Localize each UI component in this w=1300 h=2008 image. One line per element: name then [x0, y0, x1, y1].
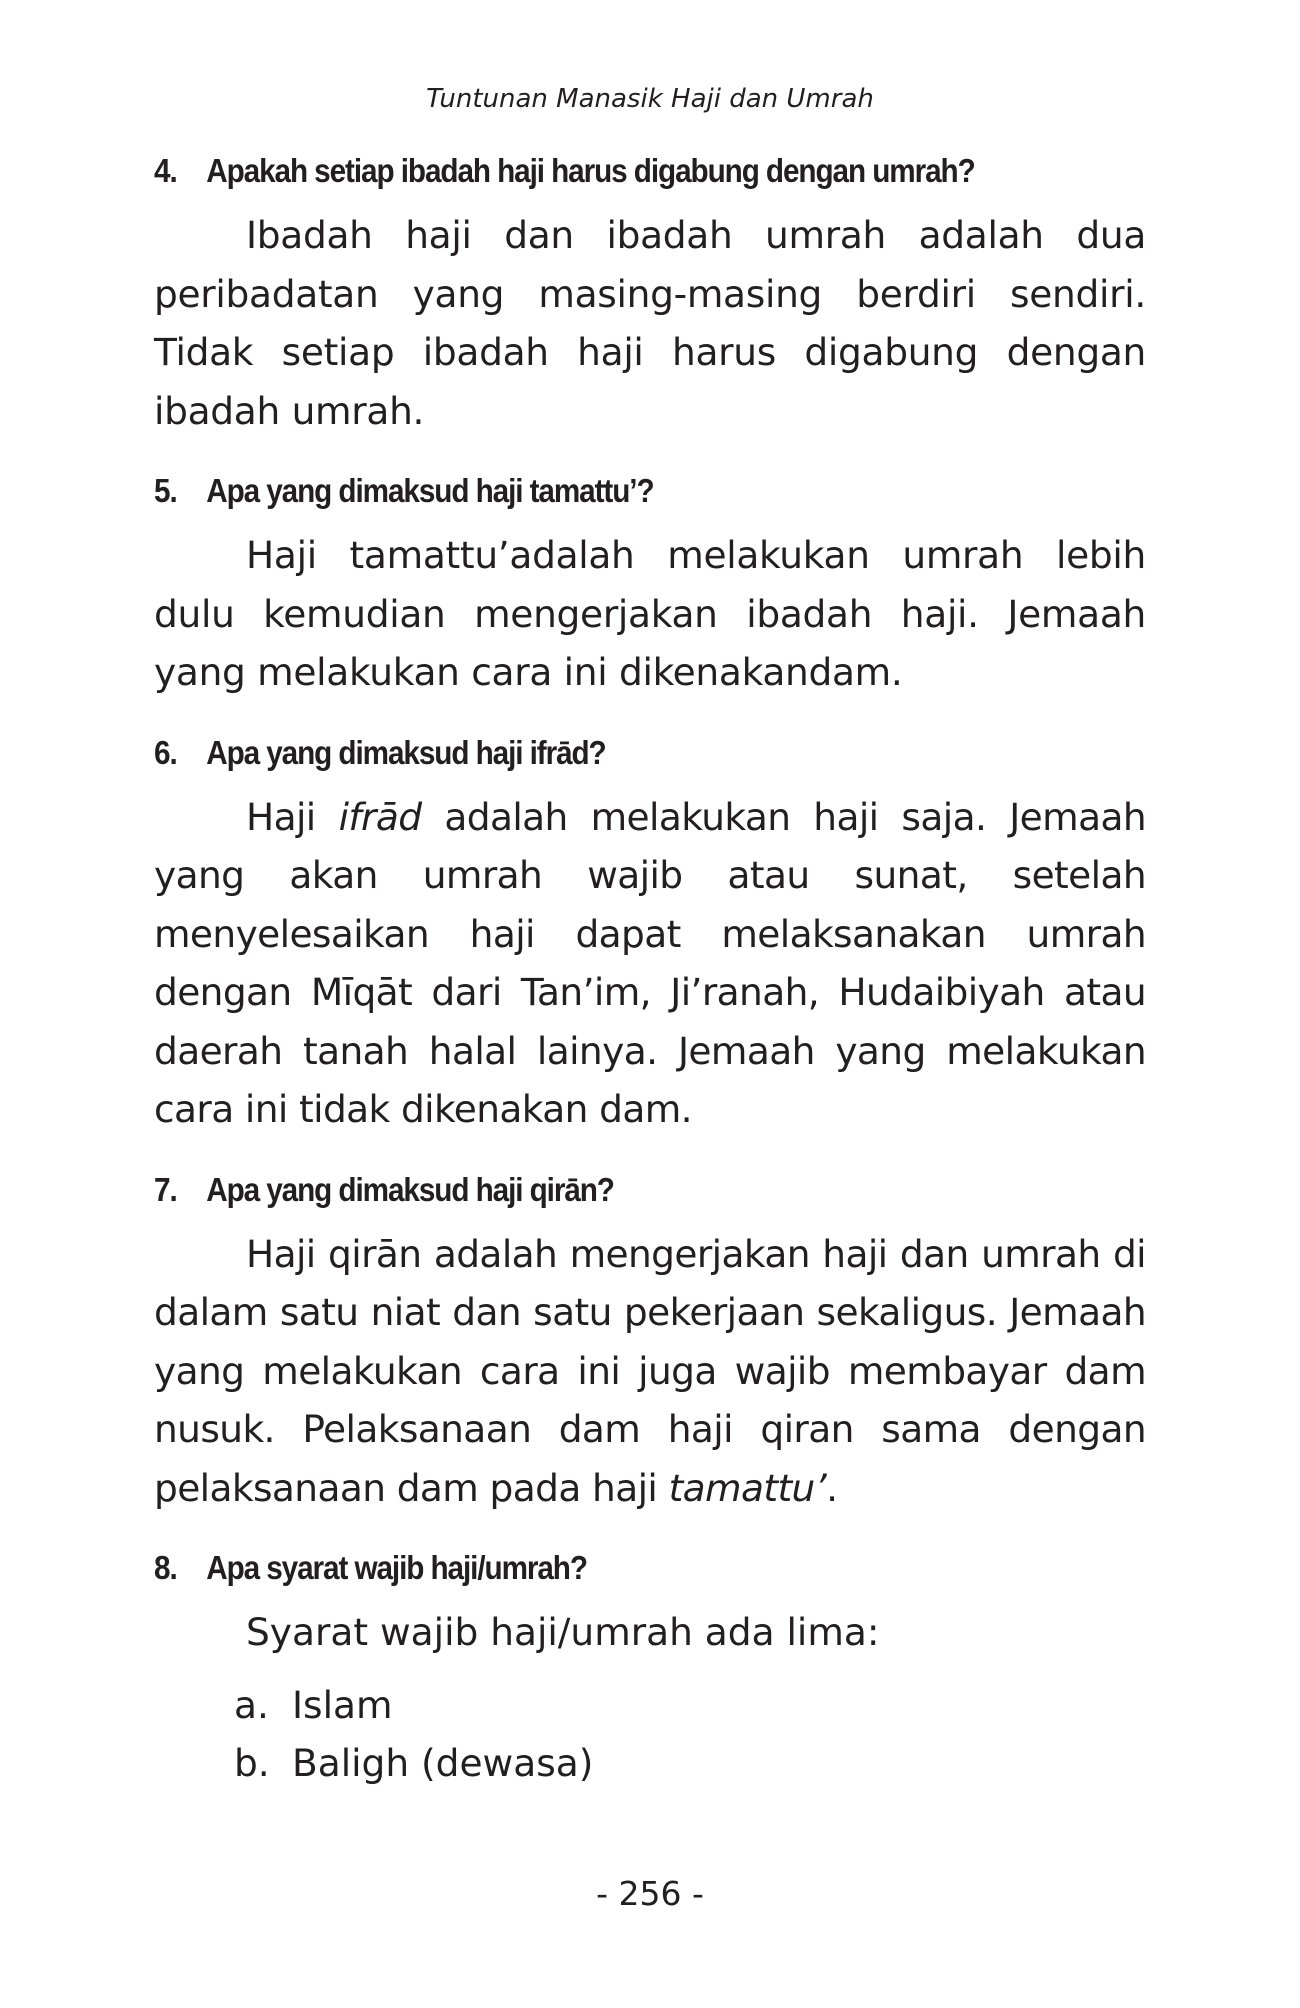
question-heading [154, 1169, 1047, 1211]
list-item [154, 1676, 1146, 1735]
italic-term: tamattu’ [668, 1465, 827, 1510]
page-content [154, 150, 1146, 1793]
answer-paragraph: Ibadah haji dan ibadah umrah adalah dua peribadatan yang masing-masing berdiri sendiri. Tidak setiap ibadah haji harus digabung dengan ibadah umrah. [154, 213, 1146, 433]
question-number: 7. [154, 1170, 177, 1208]
answer-paragraph [154, 788, 1146, 1139]
question-number: 4. [154, 152, 177, 189]
question-text: Apa yang dimaksud haji ifrād? [206, 733, 606, 771]
question-heading [154, 150, 1047, 192]
question-text: Apakah setiap ibadah haji harus digabung dengan umrah? [206, 152, 975, 189]
answer-rest: adalah melakukan haji saja. Jemaah yang akan umrah wajib atau sunat, setelah menyelesaikan haji dapat melaksanakan umrah dengan Mīqāt dari Tan’im, Ji’ranah, Hudaibiyah atau daerah tanah halal lainya. Jemaah yang melakukan cara ini tidak dikenakan dam. [154, 794, 1146, 1131]
answer-paragraph: Haji tamattu’adalah melakukan umrah lebih dulu kemudian mengerjakan ibadah haji. Jemaah yang melakukan cara ini dikenakandam. [154, 533, 1146, 694]
question-number: 5. [154, 472, 177, 509]
question-text: Apa yang dimaksud haji qirān? [206, 1170, 614, 1208]
question-text: Apa syarat wajib haji/umrah? [206, 1549, 587, 1586]
answer-end: . [826, 1465, 838, 1510]
list-item [154, 1734, 1146, 1793]
list-lead: Syarat wajib haji/umrah ada lima: [246, 1610, 880, 1654]
list-item-text: Islam [292, 1682, 393, 1727]
question-number: 6. [154, 733, 177, 771]
answer-text: Haji qirān adalah mengerjakan haji dan umrah di dalam satu niat dan satu pekerjaan sekaligus. Jemaah yang melakukan cara ini juga wajib membayar dam nusuk. Pelaksanaan dam haji qiran sama dengan pelaksanaan dam pada haji [154, 1231, 1146, 1510]
question-text: Apa yang dimaksud haji tamattu’? [206, 472, 654, 509]
italic-term: ifrād [338, 794, 422, 839]
page-number: - 256 - [596, 1874, 704, 1913]
running-header: Tuntunan Manasik Haji dan Umrah [426, 84, 874, 114]
answer-prefix: Haji [246, 794, 316, 839]
list-marker: a. [234, 1682, 269, 1727]
answer-paragraph [154, 1225, 1146, 1518]
question-heading [154, 470, 1047, 512]
question-number: 8. [154, 1549, 177, 1586]
list-marker: b. [234, 1741, 270, 1785]
question-heading [154, 1547, 1047, 1589]
list-item-text: Baligh (dewasa) [292, 1741, 594, 1785]
question-heading [154, 732, 1047, 774]
